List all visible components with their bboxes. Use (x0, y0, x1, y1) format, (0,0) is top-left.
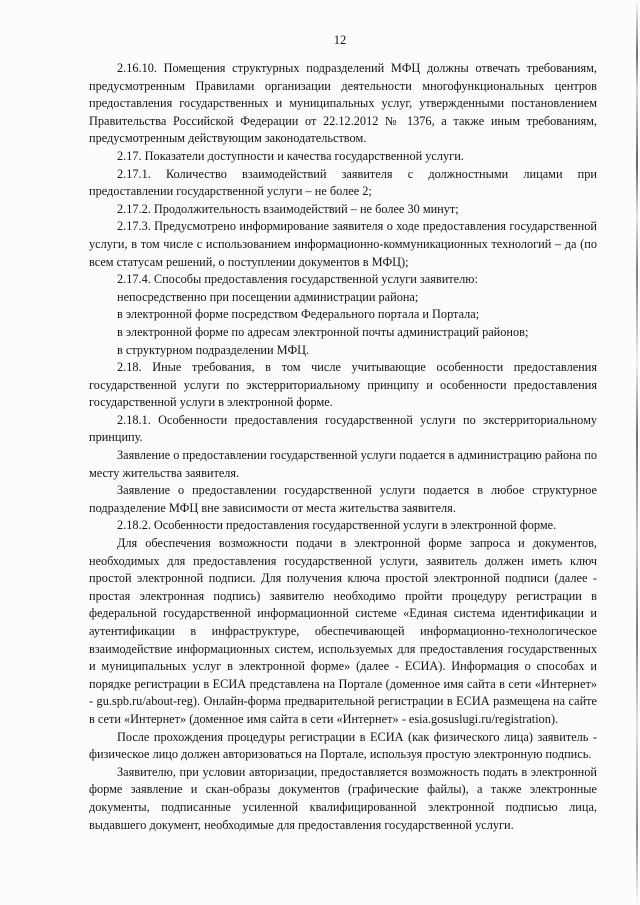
paragraph-2-18: 2.18. Иные требования, в том числе учитывающие особенности предоставления государственной услуги по экстерриториальному принципу и особенности предоставления государственной услуги в электронной форме. (89, 360, 597, 410)
list-item-mfc: в структурном подразделении МФЦ. (117, 342, 310, 357)
list-item-email: в электронной форме по адресам электронной почты администраций районов; (117, 324, 529, 339)
paragraph-after-registration: После прохождения процедуры регистрации в ЕСИА (как физического лица) заявитель - физическое лицо должен авторизоваться на Портале, используя простую электронную подпись. (89, 729, 597, 762)
paragraph-2-17-3: 2.17.3. Предусмотрено информирование заявителя о ходе предоставления государственной услуги, в том числе с использованием информационно-коммуникационных технологий – да (по всем статусам решений, о поступлении документов в МФЦ); (89, 219, 597, 269)
paragraph-2-16-10: 2.16.10. Помещения структурных подразделений МФЦ должны отвечать требованиям, предусмотренным Правилами организации деятельности многофункциональных центров предоставления государственных и муниципальных услуг, утвержденными постановлением Правительства Российской Федерации от 22.12.2012 № 1376, а также иным требованиям, предусмотренным действующим законодательством. (89, 61, 597, 146)
paragraph-2-18-1: 2.18.1. Особенности предоставления государственной услуги по экстерриториальному принципу. (89, 412, 597, 445)
paragraph-2-17: 2.17. Показатели доступности и качества государственной услуги. (117, 148, 464, 163)
paragraph-2-17-1: 2.17.1. Количество взаимодействий заявителя с должностными лицами при предоставлении государственной услуги – не более 2; (89, 166, 597, 199)
document-body (89, 60, 597, 834)
paragraph-2-18-2: 2.18.2. Особенности предоставления государственной услуги в электронной форме. (117, 518, 557, 533)
paragraph-2-17-2: 2.17.2. Продолжительность взаимодействий – не более 30 минут; (117, 201, 459, 216)
scan-edge-shadow (636, 0, 638, 905)
list-item-admin-visit: непосредственно при посещении администрации района; (117, 289, 419, 304)
paragraph-2-17-4: 2.17.4. Способы предоставления государственной услуги заявителю: (117, 272, 478, 287)
paragraph-authorization: Заявителю, при условии авторизации, предоставляется возможность подать в электронной форме заявление и скан-образы документов (графические файлы), а также электронные документы, подписанные усиленной квалифицированной электронной подписью лица, выдавшего документ, необходимые для предоставления государственной услуги. (89, 764, 597, 832)
paragraph-mfc-application: Заявление о предоставлении государственной услуги подается в любое структурное подразделение МФЦ вне зависимости от места жительства заявителя. (89, 483, 597, 515)
page-number: 12 (333, 33, 347, 47)
list-item-portal: в электронной форме посредством Федерального портала и Портала; (117, 307, 480, 322)
paragraph-admin-application: Заявление о предоставлении государственной услуги подается в администрацию района по месту жительства заявителя. (89, 448, 597, 480)
paragraph-esia-registration: Для обеспечения возможности подачи в электронной форме запроса и документов, необходимых для предоставления государственной услуги, заявитель должен иметь ключ простой электронной подписи. Для получения ключа простой электронной подписи (далее - простая электронная подпись) заявителю необходимо пройти процедуру регистрации в федеральной государственной информационной системе «Единая система идентификации и аутентификации в инфраструктуре, обеспечивающей информационно-технологическое взаимодействие информационных систем, используемых для предоставления государственных и муниципальных услуг в электронной форме» (далее - ЕСИА). Информация о способах и порядке регистрации в ЕСИА представлена на Портале (доменное имя сайта в сети «Интернет» - gu.spb.ru/about-reg). Онлайн-форма предварительной регистрации в ЕСИА размещена на сайте в сети «Интернет» (доменное имя сайта в сети «Интернет» - esia.gosuslugi.ru/registration). (89, 536, 597, 726)
